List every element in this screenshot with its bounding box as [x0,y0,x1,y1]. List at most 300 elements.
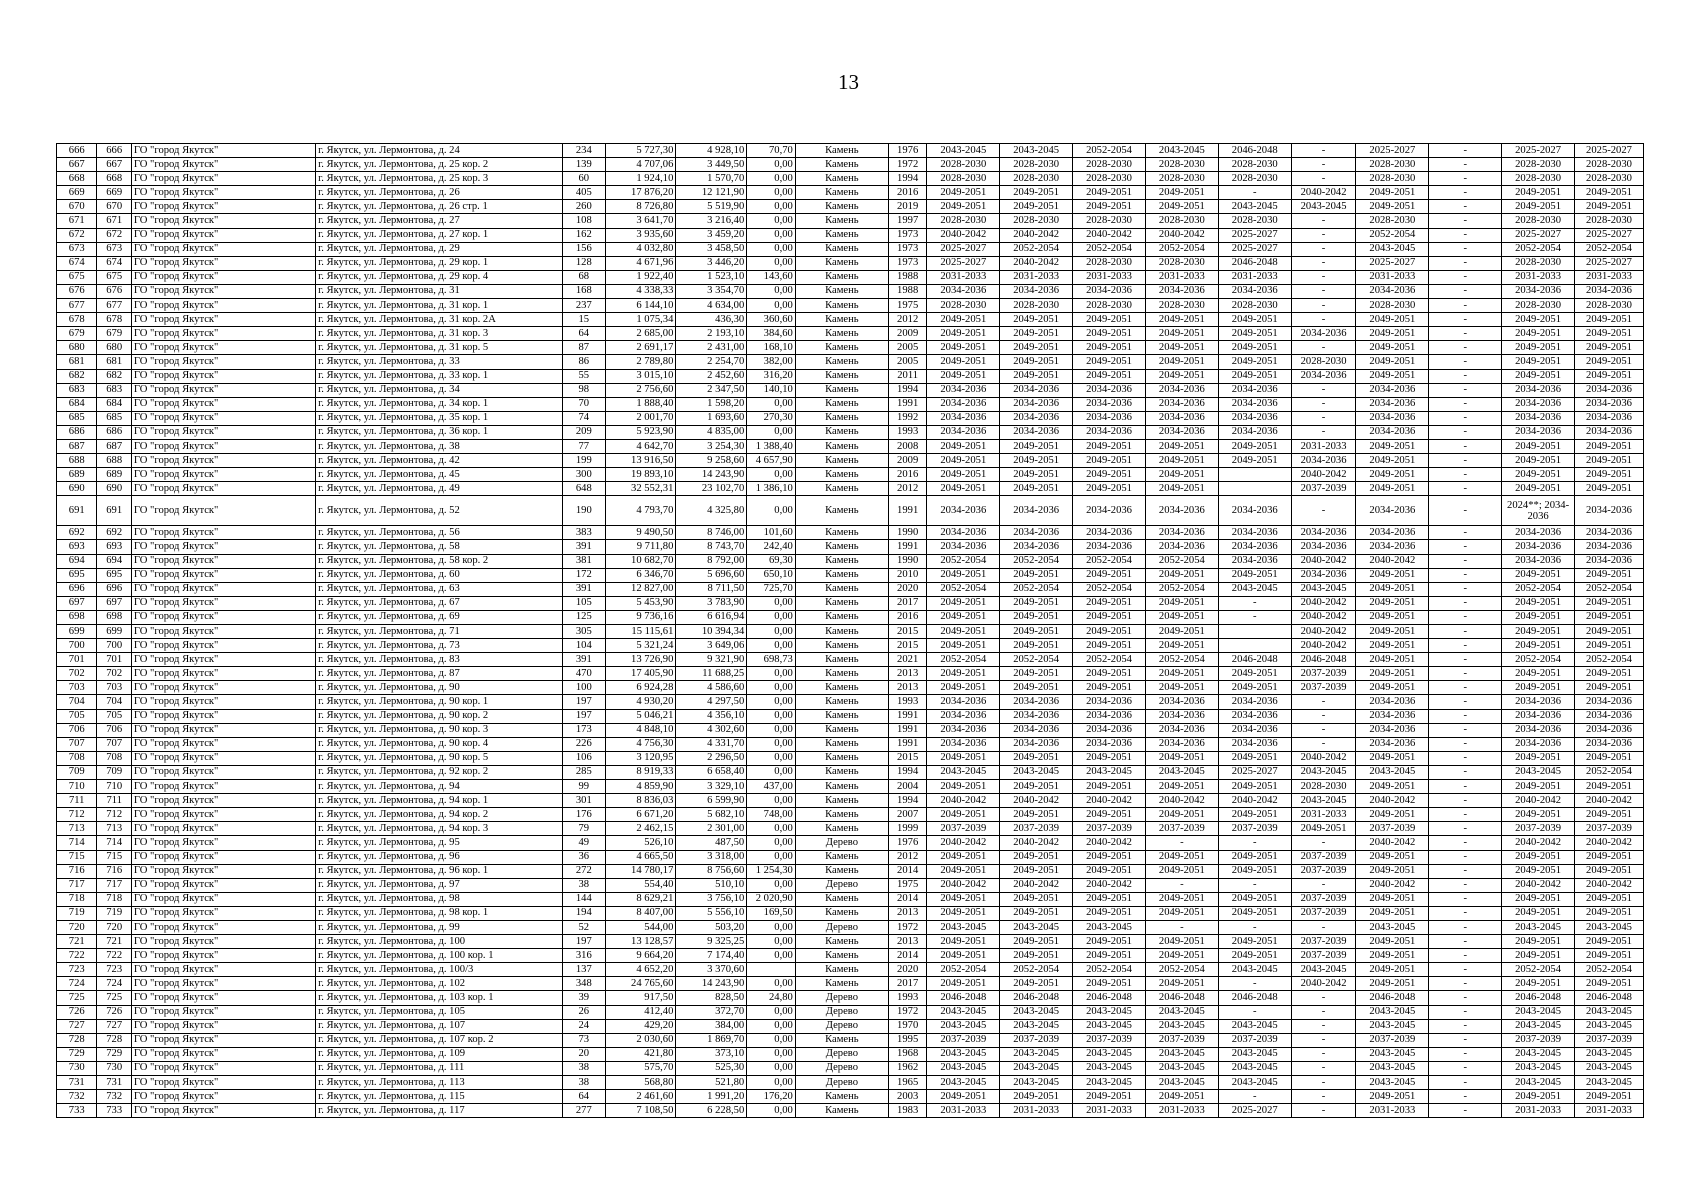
cell-period-elevator: - [1291,284,1356,298]
cell-build-year: 1990 [888,554,926,568]
cell-address: г. Якутск, ул. Лермонтова, д. 38 [316,439,563,453]
cell-period-elevator: - [1291,256,1356,270]
cell-period-basement: 2049-2051 [1575,596,1644,610]
cell-address: г. Якутск, ул. Лермонтова, д. 25 кор. 2 [316,158,563,172]
cell-period-heating: 2049-2051 [1145,454,1218,468]
cell-nonresidential-area: 0,00 [747,625,796,639]
cell-period-heating: 2034-2036 [1145,397,1218,411]
cell-nonresidential-area: 0,00 [747,186,796,200]
cell-nonresidential-area: 0,00 [747,397,796,411]
cell-municipality: ГО "город Якутск" [131,906,315,920]
cell-period-basement: 2034-2036 [1575,397,1644,411]
cell-municipality: ГО "город Якутск" [131,1019,315,1033]
cell-period-facade: 2031-2033 [1000,1104,1073,1118]
table-row [57,439,1644,453]
cell-period-foundation: 2040-2042 [1073,836,1146,850]
cell-period-water: 2034-2036 [1218,284,1291,298]
cell-period-facade: 2052-2054 [1000,582,1073,596]
cell-total-area: 13 128,57 [605,935,676,949]
cell-period-gas: - [1429,892,1502,906]
cell-period-facade: 2049-2051 [1000,341,1073,355]
cell-row-number: 702 [57,667,97,681]
cell-build-year: 2009 [888,454,926,468]
cell-period-gas: - [1429,540,1502,554]
cell-total-area: 4 642,70 [605,439,676,453]
cell-period-heating: 2043-2045 [1145,144,1218,158]
cell-build-year: 1994 [888,172,926,186]
table-row [57,228,1644,242]
cell-residents: 70 [563,397,606,411]
cell-total-area: 1 888,40 [605,397,676,411]
cell-period-heating: 2034-2036 [1145,383,1218,397]
cell-nonresidential-area: 0,00 [747,935,796,949]
table-row [57,454,1644,468]
cell-address: г. Якутск, ул. Лермонтова, д. 87 [316,667,563,681]
cell-municipality: ГО "город Якутск" [131,299,315,313]
cell-period-gas: - [1429,1076,1502,1090]
cell-row-number: 686 [57,425,97,439]
cell-wall-material: Камень [795,808,888,822]
cell-residents: 38 [563,1076,606,1090]
cell-period-basement: 2049-2051 [1575,667,1644,681]
cell-period-heating: 2046-2048 [1145,991,1218,1005]
cell-period-elevator: - [1291,1033,1356,1047]
cell-row-number: 711 [57,794,97,808]
cell-row-number: 729 [57,1047,97,1061]
cell-record-number: 729 [97,1047,131,1061]
cell-period-sewer: 2049-2051 [1502,681,1575,695]
cell-nonresidential-area: 0,00 [747,242,796,256]
cell-period-foundation: 2049-2051 [1073,439,1146,453]
table-row [57,667,1644,681]
cell-row-number: 695 [57,568,97,582]
cell-period-power: 2049-2051 [1356,906,1429,920]
cell-record-number: 711 [97,794,131,808]
cell-period-power: 2049-2051 [1356,808,1429,822]
cell-period-sewer: 2052-2054 [1502,653,1575,667]
cell-residents: 144 [563,892,606,906]
cell-address: г. Якутск, ул. Лермонтова, д. 97 [316,878,563,892]
cell-period-roof: 2025-2027 [927,242,1000,256]
cell-period-roof: 2028-2030 [927,158,1000,172]
cell-municipality: ГО "город Якутск" [131,1033,315,1047]
cell-period-sewer: 2049-2051 [1502,313,1575,327]
cell-period-elevator: - [1291,1005,1356,1019]
cell-build-year: 1973 [888,242,926,256]
cell-record-number: 666 [97,144,131,158]
cell-period-basement: 2028-2030 [1575,172,1644,186]
cell-period-elevator: - [1291,270,1356,284]
cell-build-year: 2013 [888,681,926,695]
cell-total-area: 7 108,50 [605,1104,676,1118]
cell-period-heating: 2049-2051 [1145,186,1218,200]
cell-total-area: 2 789,80 [605,355,676,369]
cell-period-elevator: - [1291,737,1356,751]
cell-period-basement: 2049-2051 [1575,977,1644,991]
cell-period-heating: 2034-2036 [1145,526,1218,540]
cell-nonresidential-area: 1 254,30 [747,864,796,878]
cell-total-area: 6 671,20 [605,808,676,822]
cell-municipality: ГО "город Якутск" [131,270,315,284]
cell-build-year: 2007 [888,808,926,822]
cell-period-basement: 2052-2054 [1575,963,1644,977]
cell-living-area: 8 711,50 [676,582,747,596]
cell-period-heating: 2034-2036 [1145,723,1218,737]
cell-living-area: 4 586,60 [676,681,747,695]
cell-record-number: 703 [97,681,131,695]
cell-period-foundation: 2034-2036 [1073,284,1146,298]
cell-nonresidential-area: 0,00 [747,850,796,864]
cell-period-foundation: 2049-2051 [1073,327,1146,341]
cell-period-facade: 2049-2051 [1000,850,1073,864]
cell-wall-material: Камень [795,1033,888,1047]
cell-period-sewer: 2049-2051 [1502,610,1575,624]
cell-nonresidential-area: 1 388,40 [747,439,796,453]
cell-period-power: 2049-2051 [1356,639,1429,653]
cell-nonresidential-area: 2 020,90 [747,892,796,906]
cell-period-water: 2049-2051 [1218,808,1291,822]
cell-total-area: 2 001,70 [605,411,676,425]
cell-period-roof: 2043-2045 [927,1005,1000,1019]
cell-period-foundation: 2034-2036 [1073,411,1146,425]
cell-living-area: 521,80 [676,1076,747,1090]
cell-wall-material: Дерево [795,1061,888,1075]
cell-period-power: 2037-2039 [1356,822,1429,836]
cell-nonresidential-area: 0,00 [747,977,796,991]
cell-total-area: 1 922,40 [605,270,676,284]
cell-period-elevator: 2037-2039 [1291,482,1356,496]
cell-period-facade: 2034-2036 [1000,496,1073,526]
cell-period-roof: 2034-2036 [927,737,1000,751]
cell-period-gas: - [1429,808,1502,822]
cell-record-number: 733 [97,1104,131,1118]
cell-wall-material: Камень [795,186,888,200]
cell-period-gas: - [1429,864,1502,878]
cell-address: г. Якутск, ул. Лермонтова, д. 100/3 [316,963,563,977]
cell-period-heating: 2049-2051 [1145,935,1218,949]
cell-period-foundation: 2034-2036 [1073,496,1146,526]
cell-period-heating: 2028-2030 [1145,299,1218,313]
cell-period-elevator: - [1291,878,1356,892]
cell-period-elevator: 2037-2039 [1291,667,1356,681]
cell-row-number: 677 [57,299,97,313]
cell-build-year: 1972 [888,1005,926,1019]
cell-period-water: 2037-2039 [1218,822,1291,836]
cell-living-area: 8 756,60 [676,864,747,878]
cell-period-gas: - [1429,596,1502,610]
cell-nonresidential-area: 384,60 [747,327,796,341]
cell-period-facade: 2049-2051 [1000,639,1073,653]
cell-residents: 26 [563,1005,606,1019]
cell-period-sewer: 2034-2036 [1502,695,1575,709]
cell-nonresidential-area: 0,00 [747,1019,796,1033]
cell-period-water: 2049-2051 [1218,327,1291,341]
cell-address: г. Якутск, ул. Лермонтова, д. 26 стр. 1 [316,200,563,214]
cell-record-number: 714 [97,836,131,850]
cell-living-area: 3 459,20 [676,228,747,242]
cell-record-number: 700 [97,639,131,653]
cell-period-power: 2034-2036 [1356,425,1429,439]
cell-period-basement: 2025-2027 [1575,228,1644,242]
cell-record-number: 689 [97,468,131,482]
cell-wall-material: Камень [795,610,888,624]
cell-nonresidential-area: 140,10 [747,383,796,397]
cell-period-water: 2034-2036 [1218,397,1291,411]
cell-period-basement: 2049-2051 [1575,454,1644,468]
cell-nonresidential-area: 360,60 [747,313,796,327]
cell-period-gas: - [1429,439,1502,453]
cell-period-water: 2049-2051 [1218,892,1291,906]
cell-municipality: ГО "город Якутск" [131,355,315,369]
cell-period-heating: 2049-2051 [1145,667,1218,681]
cell-build-year: 2005 [888,355,926,369]
cell-wall-material: Камень [795,172,888,186]
cell-period-power: 2049-2051 [1356,653,1429,667]
cell-address: г. Якутск, ул. Лермонтова, д. 29 кор. 1 [316,256,563,270]
cell-period-sewer: 2034-2036 [1502,723,1575,737]
cell-period-foundation: 2043-2045 [1073,1047,1146,1061]
cell-build-year: 1968 [888,1047,926,1061]
cell-period-gas: - [1429,765,1502,779]
cell-residents: 106 [563,751,606,765]
cell-period-gas: - [1429,935,1502,949]
cell-address: г. Якутск, ул. Лермонтова, д. 115 [316,1090,563,1104]
cell-period-water: 2049-2051 [1218,935,1291,949]
cell-build-year: 1991 [888,709,926,723]
cell-period-facade: 2043-2045 [1000,765,1073,779]
cell-period-water: 2043-2045 [1218,1076,1291,1090]
cell-period-heating: 2034-2036 [1145,540,1218,554]
cell-nonresidential-area: 0,00 [747,1005,796,1019]
cell-period-foundation: 2052-2054 [1073,963,1146,977]
cell-wall-material: Камень [795,794,888,808]
cell-nonresidential-area: 0,00 [747,596,796,610]
cell-living-area: 5 682,10 [676,808,747,822]
cell-build-year: 2014 [888,892,926,906]
cell-period-roof: 2049-2051 [927,892,1000,906]
cell-period-roof: 2049-2051 [927,1090,1000,1104]
cell-municipality: ГО "город Якутск" [131,468,315,482]
cell-record-number: 670 [97,200,131,214]
cell-address: г. Якутск, ул. Лермонтова, д. 94 кор. 1 [316,794,563,808]
cell-record-number: 675 [97,270,131,284]
cell-record-number: 694 [97,554,131,568]
cell-period-sewer: 2043-2045 [1502,1076,1575,1090]
cell-period-foundation: 2031-2033 [1073,270,1146,284]
cell-period-power: 2040-2042 [1356,878,1429,892]
cell-period-facade: 2049-2051 [1000,327,1073,341]
cell-address: г. Якутск, ул. Лермонтова, д. 31 кор. 5 [316,341,563,355]
cell-residents: 383 [563,526,606,540]
cell-period-basement: 2049-2051 [1575,482,1644,496]
cell-record-number: 687 [97,439,131,453]
cell-total-area: 2 685,00 [605,327,676,341]
cell-period-elevator: - [1291,723,1356,737]
cell-record-number: 715 [97,850,131,864]
cell-period-basement: 2049-2051 [1575,186,1644,200]
cell-period-sewer: 2028-2030 [1502,214,1575,228]
cell-period-sewer: 2043-2045 [1502,1005,1575,1019]
cell-wall-material: Камень [795,397,888,411]
cell-period-elevator: 2028-2030 [1291,780,1356,794]
cell-total-area: 917,50 [605,991,676,1005]
cell-period-roof: 2049-2051 [927,850,1000,864]
cell-period-gas: - [1429,709,1502,723]
cell-wall-material: Камень [795,411,888,425]
cell-period-sewer: 2034-2036 [1502,709,1575,723]
cell-period-foundation: 2049-2051 [1073,186,1146,200]
table-row [57,568,1644,582]
cell-living-area: 4 928,10 [676,144,747,158]
cell-period-water: - [1218,977,1291,991]
cell-period-basement: 2049-2051 [1575,864,1644,878]
cell-period-facade: 2034-2036 [1000,411,1073,425]
table-row [57,920,1644,934]
cell-wall-material: Камень [795,540,888,554]
cell-nonresidential-area: 0,00 [747,158,796,172]
cell-period-basement: 2034-2036 [1575,383,1644,397]
cell-period-facade: 2034-2036 [1000,723,1073,737]
cell-build-year: 1983 [888,1104,926,1118]
cell-period-power: 2049-2051 [1356,582,1429,596]
cell-municipality: ГО "город Якутск" [131,949,315,963]
cell-municipality: ГО "город Якутск" [131,737,315,751]
cell-period-sewer: 2049-2051 [1502,892,1575,906]
cell-period-sewer: 2028-2030 [1502,299,1575,313]
cell-total-area: 5 321,24 [605,639,676,653]
cell-period-heating: 2043-2045 [1145,765,1218,779]
cell-living-area: 5 556,10 [676,906,747,920]
cell-period-basement: 2034-2036 [1575,554,1644,568]
cell-period-facade: 2040-2042 [1000,228,1073,242]
cell-period-roof: 2052-2054 [927,653,1000,667]
cell-total-area: 6 144,10 [605,299,676,313]
cell-period-gas: - [1429,284,1502,298]
cell-period-sewer: 2049-2051 [1502,482,1575,496]
table-row [57,1005,1644,1019]
cell-address: г. Якутск, ул. Лермонтова, д. 35 кор. 1 [316,411,563,425]
cell-municipality: ГО "город Якутск" [131,667,315,681]
cell-period-sewer: 2043-2045 [1502,920,1575,934]
cell-build-year: 1972 [888,920,926,934]
cell-period-foundation: 2034-2036 [1073,540,1146,554]
cell-nonresidential-area: 0,00 [747,610,796,624]
table-row [57,963,1644,977]
cell-period-sewer: 2034-2036 [1502,737,1575,751]
cell-wall-material: Камень [795,327,888,341]
cell-period-foundation: 2040-2042 [1073,228,1146,242]
cell-row-number: 681 [57,355,97,369]
cell-period-foundation: 2043-2045 [1073,1005,1146,1019]
cell-residents: 15 [563,313,606,327]
cell-period-sewer: 2049-2051 [1502,439,1575,453]
cell-period-roof: 2049-2051 [927,667,1000,681]
cell-record-number: 709 [97,765,131,779]
cell-residents: 391 [563,653,606,667]
cell-wall-material: Дерево [795,878,888,892]
cell-record-number: 684 [97,397,131,411]
cell-period-roof: 2025-2027 [927,256,1000,270]
cell-period-elevator: 2037-2039 [1291,850,1356,864]
cell-period-roof: 2049-2051 [927,751,1000,765]
cell-wall-material: Камень [795,313,888,327]
cell-record-number: 698 [97,610,131,624]
cell-period-basement: 2034-2036 [1575,425,1644,439]
cell-municipality: ГО "город Якутск" [131,228,315,242]
cell-wall-material: Камень [795,242,888,256]
cell-period-heating: - [1145,836,1218,850]
cell-period-foundation: 2049-2051 [1073,850,1146,864]
cell-period-gas: - [1429,383,1502,397]
cell-wall-material: Камень [795,653,888,667]
cell-address: г. Якутск, ул. Лермонтова, д. 102 [316,977,563,991]
cell-period-foundation: 2049-2051 [1073,892,1146,906]
cell-period-facade: 2049-2051 [1000,355,1073,369]
cell-build-year: 1991 [888,723,926,737]
cell-row-number: 698 [57,610,97,624]
table-row [57,935,1644,949]
cell-address: г. Якутск, ул. Лермонтова, д. 58 кор. 2 [316,554,563,568]
table-row [57,341,1644,355]
cell-period-heating: 2043-2045 [1145,1047,1218,1061]
cell-period-sewer: 2028-2030 [1502,256,1575,270]
cell-period-facade: 2046-2048 [1000,991,1073,1005]
cell-period-sewer: 2049-2051 [1502,341,1575,355]
cell-period-basement: 2049-2051 [1575,200,1644,214]
cell-row-number: 732 [57,1090,97,1104]
cell-period-foundation: 2043-2045 [1073,920,1146,934]
cell-period-elevator: 2037-2039 [1291,892,1356,906]
cell-living-area: 5 519,90 [676,200,747,214]
cell-build-year: 2015 [888,751,926,765]
cell-row-number: 719 [57,906,97,920]
cell-period-water: 2049-2051 [1218,355,1291,369]
cell-record-number: 710 [97,780,131,794]
cell-period-elevator: - [1291,425,1356,439]
cell-period-facade: 2043-2045 [1000,1005,1073,1019]
cell-period-roof: 2034-2036 [927,284,1000,298]
cell-period-sewer: 2049-2051 [1502,568,1575,582]
cell-period-heating: 2028-2030 [1145,256,1218,270]
cell-living-area: 3 756,10 [676,892,747,906]
cell-address: г. Якутск, ул. Лермонтова, д. 113 [316,1076,563,1090]
cell-period-basement: 2025-2027 [1575,144,1644,158]
cell-address: г. Якутск, ул. Лермонтова, д. 94 кор. 3 [316,822,563,836]
cell-period-basement: 2034-2036 [1575,709,1644,723]
cell-living-area: 6 616,94 [676,610,747,624]
cell-period-roof: 2049-2051 [927,468,1000,482]
cell-address: г. Якутск, ул. Лермонтова, д. 90 [316,681,563,695]
cell-period-basement: 2052-2054 [1575,582,1644,596]
cell-residents: 125 [563,610,606,624]
cell-period-elevator: - [1291,214,1356,228]
cell-total-area: 4 848,10 [605,723,676,737]
cell-living-area: 8 743,70 [676,540,747,554]
cell-nonresidential-area: 0,00 [747,425,796,439]
cell-period-basement: 2034-2036 [1575,411,1644,425]
cell-period-power: 2049-2051 [1356,355,1429,369]
cell-period-water: 2028-2030 [1218,214,1291,228]
cell-living-area: 7 174,40 [676,949,747,963]
table-row [57,411,1644,425]
cell-period-basement: 2049-2051 [1575,439,1644,453]
cell-period-foundation: 2049-2051 [1073,639,1146,653]
table-row [57,878,1644,892]
cell-record-number: 704 [97,695,131,709]
cell-row-number: 724 [57,977,97,991]
cell-period-sewer: 2034-2036 [1502,383,1575,397]
cell-wall-material: Камень [795,963,888,977]
